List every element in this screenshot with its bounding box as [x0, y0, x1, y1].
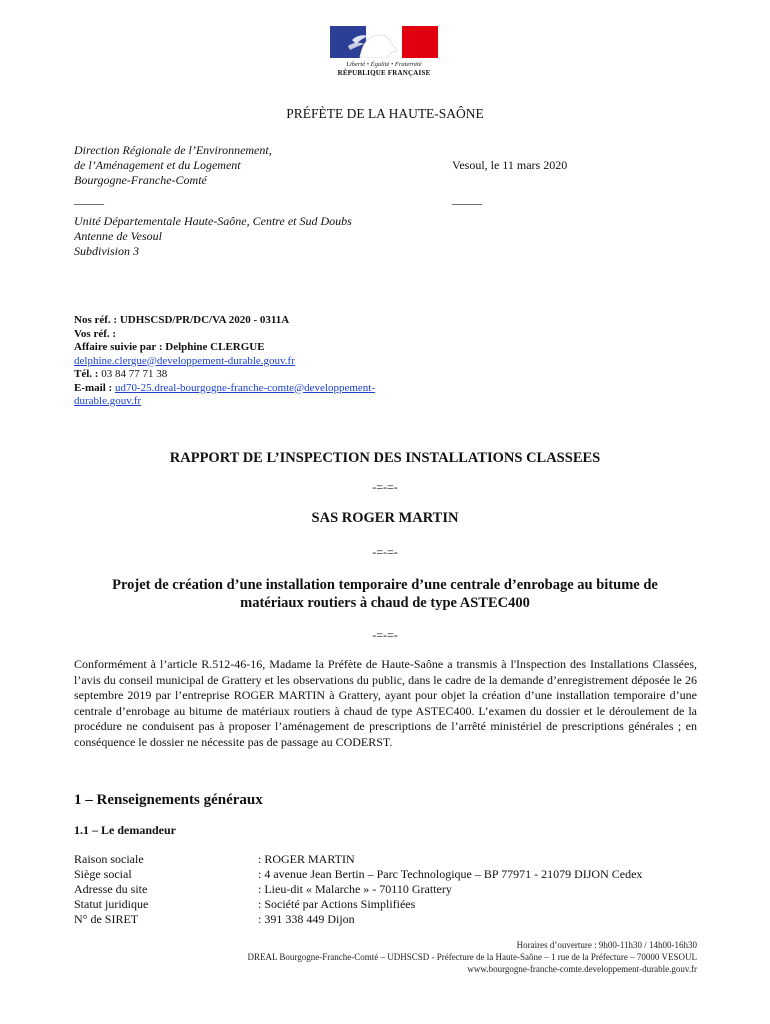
sender-block: [74, 143, 272, 188]
info-value: : Lieu-dit « Malarche » - 70110 Grattery: [258, 882, 452, 896]
prefecture-title: PRÉFÈTE DE LA HAUTE-SAÔNE: [286, 106, 484, 121]
project-title-line: matériaux routiers à chaud de type ASTEC400: [240, 595, 530, 611]
logo-republic-name: RÉPUBLIQUE FRANÇAISE: [337, 69, 431, 77]
info-row: [74, 852, 642, 867]
subsection-heading: 1.1 – Le demandeur: [74, 823, 176, 837]
info-label: Raison sociale: [74, 852, 144, 866]
generic-email-link[interactable]: ud70-25.dreal-bourgogne-franche-comte@developpement-: [114, 381, 376, 394]
footer-address: DREAL Bourgogne-Franche-Comté – UDHSCSD - Préfecture de la Haute-Saône – 1 rue de la Préfecture – 70000 VESOUL: [247, 952, 697, 962]
generic-email-link-continued[interactable]: durable.gouv.fr: [74, 395, 142, 407]
project-title: [0, 576, 770, 612]
info-label: N° de SIRET: [74, 912, 139, 926]
sender-line: de l’Aménagement et du Logement: [74, 158, 241, 172]
place-date: Vesoul, le 11 mars 2020: [452, 158, 568, 172]
our-reference: Nos réf. : UDHSCSD/PR/DC/VA 2020 - 0311A: [74, 314, 290, 326]
info-value: : Société par Actions Simplifiées: [258, 897, 416, 911]
info-row: [74, 897, 642, 912]
sender-separator: _____: [74, 192, 104, 206]
footer-block: [248, 939, 697, 975]
info-row: [74, 882, 642, 897]
separator-symbol: -=-=-: [372, 480, 398, 494]
references-block: [74, 314, 414, 409]
phone-value: 03 84 77 71 38: [98, 368, 168, 380]
info-value: : ROGER MARTIN: [258, 852, 355, 866]
info-label: Adresse du site: [74, 882, 148, 896]
logo-motto: Liberté • Égalité • Fraternité: [346, 61, 422, 68]
unit-line: Subdivision 3: [74, 244, 139, 258]
info-value: : 4 avenue Jean Bertin – Parc Technologique – BP 77971 - 21079 DIJON Cedex: [258, 867, 643, 881]
info-label: Statut juridique: [74, 897, 149, 911]
footer-hours: Horaires d’ouverture : 9h00-11h30 / 14h00-16h30: [516, 940, 697, 950]
sender-line: Bourgogne-Franche-Comté: [74, 173, 207, 187]
company-name: SAS ROGER MARTIN: [311, 510, 459, 526]
project-title-line: Projet de création d’une installation temporaire d’une centrale d’enrobage au bitume de: [112, 577, 658, 593]
unit-block: [74, 214, 352, 259]
report-title: RAPPORT DE L’INSPECTION DES INSTALLATIONS CLASSEES: [169, 450, 601, 466]
intro-paragraph: Conformément à l’article R.512-46-16, Madame la Préfète de Haute-Saône a transmis à l'Inspection des Installations Classées, l’avis du conseil municipal de Grattery et les observations du public, dans le cadre de la demande d’enregistrement déposée le 26 septembre 2019 par l’entreprise ROGER MARTIN à Grattery, ayant pour objet la création d’une installation temporaire d’une centrale d’enrobage au bitume de matériaux routiers à chaud de type ASTEC400. L’examen du dossier et le déroulement de la procédure ne conduisent pas à proposer l’aménagement de prescriptions de l’arrêté ministériel de prescriptions générales ; en conséquence le dossier ne nécessite pas de passage au CODERST.: [74, 657, 697, 749]
handler-email-link[interactable]: delphine.clergue@developpement-durable.gouv.fr: [74, 354, 295, 367]
marianne-flag-icon: [330, 26, 438, 58]
separator-symbol: -=-=-: [372, 628, 398, 642]
info-label: Siège social: [74, 867, 132, 881]
unit-line: Antenne de Vesoul: [74, 229, 162, 243]
republique-francaise-logo: [330, 26, 438, 77]
applicant-info-table: [74, 852, 642, 927]
info-value: : 391 338 449 Dijon: [258, 912, 355, 926]
date-separator: _____: [452, 192, 482, 206]
case-handler: Affaire suivie par : Delphine CLERGUE: [74, 341, 265, 353]
section-heading: 1 – Renseignements généraux: [74, 792, 263, 808]
info-row: [74, 912, 642, 927]
phone-label: Tél. :: [74, 368, 99, 380]
your-reference: Vos réf. :: [74, 327, 117, 340]
footer-website: www.bourgogne-franche-comte.developpement-durable.gouv.fr: [467, 964, 697, 974]
separator-symbol: -=-=-: [372, 545, 398, 559]
sender-line: Direction Régionale de l’Environnement,: [74, 143, 272, 157]
unit-line: Unité Départementale Haute-Saône, Centre et Sud Doubs: [74, 214, 352, 228]
email-label: E-mail :: [74, 381, 113, 394]
info-row: [74, 867, 642, 882]
